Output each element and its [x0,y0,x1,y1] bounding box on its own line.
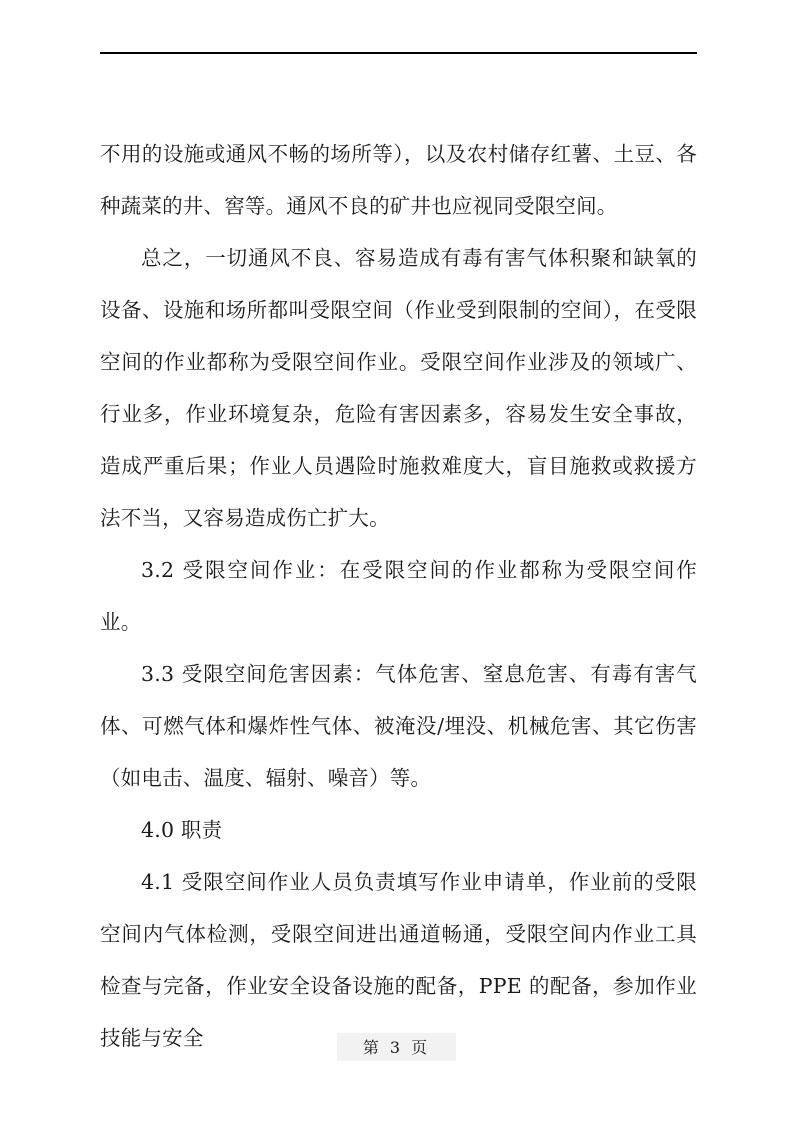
paragraph-3-3-hazard-factors: 3.3 受限空间危害因素：气体危害、窒息危害、有毒有害气体、可燃气体和爆炸性气体、被淹没/埋没、机械危害、其它伤害（如电击、温度、辐射、噪音）等。 [100,662,697,790]
paragraph-confined-space-examples: 不用的设施或通风不畅的场所等），以及农村储存红薯、土豆、各种蔬菜的井、窖等。通风不良的矿井也应视同受限空间。 [100,142,697,218]
page-number-band [337,1033,456,1061]
paragraph-summary-definition: 总之，一切通风不良、容易造成有毒有害气体积聚和缺氧的设备、设施和场所都叫受限空间（作业受到限制的空间），在受限空间的作业都称为受限空间作业。受限空间作业涉及的领域广、行业多，作业环境复杂，危险有害因素多，容易发生安全事故，造成严重后果；作业人员遇险时施救难度大，盲目施救或救援方法不当，又容易造成伤亡扩大。 [100,246,697,530]
header-rule [100,52,697,54]
page-footer [0,1033,793,1061]
document-body [100,128,697,1064]
heading-4-0-responsibility: 4.0 职责 [141,818,223,842]
paragraph-4-1-worker-duties: 4.1 受限空间作业人员负责填写作业申请单，作业前的受限空间内气体检测，受限空间进出通道畅通，受限空间内作业工具检查与完备，作业安全设备设施的配备，PPE 的配备，参加作业技能与安全 [100,870,697,1050]
page-number-label: 第 3 页 [362,1038,431,1057]
paragraph-3-2-confined-space-work: 3.2 受限空间作业：在受限空间的作业都称为受限空间作业。 [100,558,697,634]
